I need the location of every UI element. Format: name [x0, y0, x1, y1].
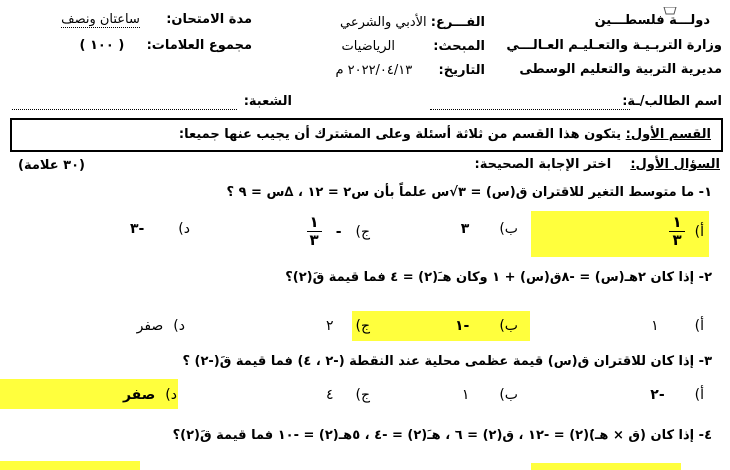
header-directorate: مديرية التربية والتعليم الوسطى	[519, 62, 722, 77]
item3-option-d-value: صفر	[122, 387, 156, 403]
item4-option-highlight-partial-right	[531, 463, 681, 470]
item1-option-a[interactable]	[669, 215, 704, 248]
section-box	[10, 118, 723, 152]
item2-option-d-label: د)	[173, 318, 185, 334]
item2-option-a-label: أ)	[694, 318, 704, 334]
section-blank[interactable]	[12, 109, 237, 110]
logo	[662, 0, 678, 8]
question1-marks: (٣٠ علامة)	[18, 158, 85, 173]
item3-option-a-value: -٢	[650, 387, 665, 403]
item1-option-b-value: ٣	[460, 221, 470, 237]
item4-text: ٤- إذا كان (ق × هـ)َ(٢) = -١٢ ، ق(٢) = ٦ ، هـَ(٢) = -٤ ، ٥هـ(٢) = -١٠ فما قيمة قَ(٢)؟	[172, 428, 712, 443]
item1-option-b[interactable]	[461, 221, 518, 237]
item1-option-a-numerator: ١	[669, 215, 684, 232]
date-line	[335, 63, 485, 78]
total-label: مجموع العلامات:	[146, 38, 252, 53]
header-ministry: وزارة التربـيـة والتعـليـم العـالـــي	[506, 38, 722, 53]
item1-option-d-label: د)	[178, 221, 190, 237]
subject-value: الرياضيات	[341, 39, 396, 54]
section-box-title: القسم الأول:	[625, 127, 711, 142]
subject-line	[342, 39, 485, 54]
item2-option-a-value: ١	[651, 318, 659, 334]
item1-option-c-label: ج)	[355, 223, 370, 240]
item1-option-c-numerator: ١	[307, 215, 322, 232]
item2-option-b-label: ب)	[499, 318, 518, 334]
item3-option-b-label: ب)	[499, 387, 518, 403]
item3-option-d-label: د)	[165, 387, 177, 403]
question1-instruction: اختر الإجابة الصحيحة:	[474, 157, 612, 172]
branch-value: الأدبي والشرعي	[340, 15, 427, 30]
item2-option-b-value: -١	[454, 318, 470, 334]
question1-title: السؤال الأول:	[630, 157, 720, 172]
total-value: ( ١٠٠ )	[79, 38, 125, 53]
branch-line	[340, 15, 485, 30]
header-country: دولـــة فلسطـــين	[594, 13, 710, 28]
item1-option-d-value: -٣	[129, 221, 145, 237]
item3-option-b-value: ١	[461, 387, 470, 403]
item1-option-c-sign: -	[335, 223, 342, 240]
item2-option-c[interactable]	[326, 318, 370, 334]
item1-text: ١- ما متوسط التغير للاقتران ق(س) = ٣√س علماً بأن س٢ = ١٢ ، ∆س = ٩ ؟	[226, 185, 712, 200]
item1-option-c-denominator: ٣	[309, 231, 319, 249]
section-box-text	[179, 127, 711, 142]
branch-label: الفـــرع:	[430, 15, 485, 30]
item2-option-d[interactable]	[137, 318, 185, 334]
duration-value: ساعتان ونصف	[61, 12, 140, 27]
item2-option-c-label: ج)	[355, 318, 370, 334]
item2-option-b[interactable]	[455, 318, 518, 334]
item1-option-d[interactable]	[130, 221, 190, 237]
duration-label: مدة الامتحان:	[166, 12, 252, 27]
student-name-label: اسم الطالب/ـة:	[622, 94, 722, 109]
section-label: الشعبة:	[243, 94, 292, 109]
item1-option-a-denominator: ٣	[672, 231, 682, 249]
item1-option-c-fraction	[307, 215, 322, 248]
item2-option-a[interactable]	[651, 318, 704, 334]
item1-option-a-label: أ)	[694, 223, 704, 240]
item3-option-c-value: ٤	[325, 387, 334, 403]
item3-option-c[interactable]	[326, 387, 370, 403]
item1-option-c[interactable]	[307, 215, 370, 248]
item3-option-a[interactable]	[650, 387, 704, 403]
total-line	[80, 38, 252, 53]
item4-option-highlight-partial	[0, 461, 140, 470]
date-value: ٢٠٢٢/٠٤/١٣ م	[335, 63, 413, 78]
section-box-body: يتكون هذا القسم من ثلاثة أسئلة وعلى المشترك أن يجيب عنها جميعا:	[178, 127, 622, 142]
student-name-blank[interactable]	[430, 109, 630, 110]
item1-option-a-fraction	[669, 215, 684, 248]
item2-option-d-value: صفر	[136, 318, 164, 334]
item3-option-d[interactable]	[123, 387, 177, 403]
item3-option-b[interactable]	[462, 387, 518, 403]
question1-header	[475, 157, 720, 172]
date-label: التاريخ:	[438, 63, 485, 78]
item3-option-c-label: ج)	[355, 387, 370, 403]
duration-line	[61, 12, 252, 27]
item3-option-a-label: أ)	[694, 387, 704, 403]
item3-text: ٣- إذا كان للاقتران ق(س) قيمة عظمى محلية عند النقطة (-٢ ، ٤) فما قيمة قَ(-٢) ؟	[182, 354, 712, 369]
item2-option-c-value: ٢	[325, 318, 334, 334]
item2-text: ٢- إذا كان ٢هـ(س) = -٨ق(س) + ١ وكان هـَ(٢) = ٤ فما قيمة قَ(٢)؟	[285, 270, 712, 285]
item1-option-b-label: ب)	[499, 221, 518, 237]
subject-label: المبحث:	[433, 39, 485, 54]
student-line	[7, 94, 722, 116]
